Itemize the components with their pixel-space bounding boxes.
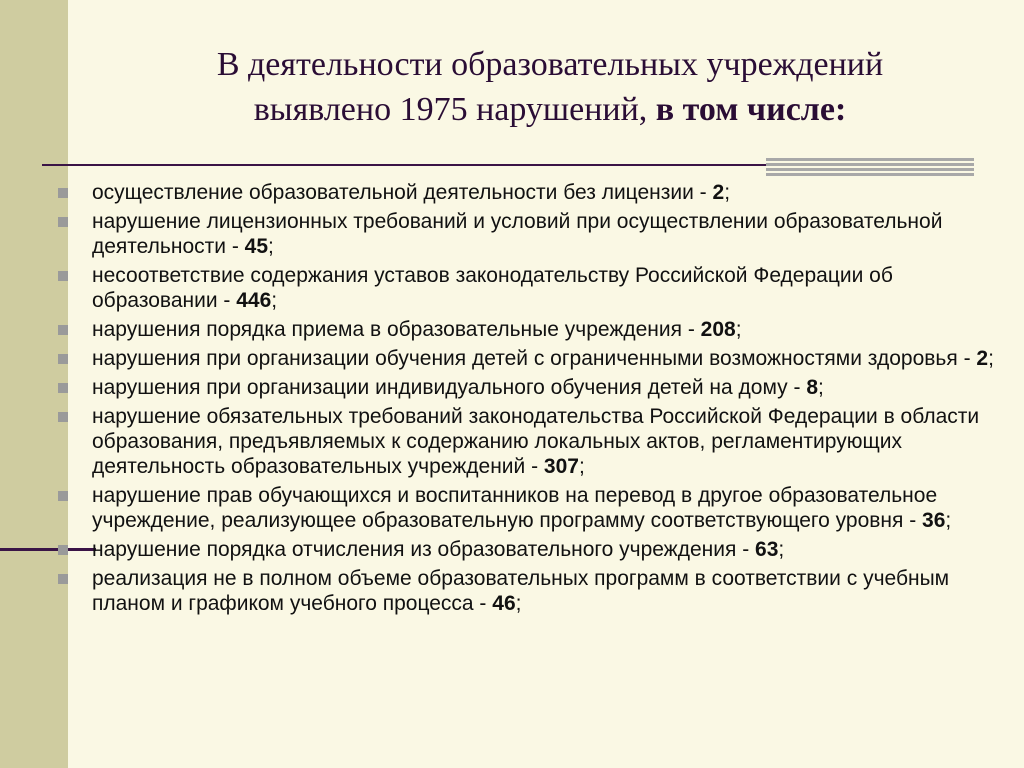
- square-bullet-icon: [58, 412, 68, 422]
- item-text: нарушение лицензионных требований и условий при осуществлении образовательной деятельности -: [92, 210, 943, 258]
- item-text: осуществление образовательной деятельности без лицензии -: [92, 181, 713, 204]
- item-text: нарушения при организации индивидуального обучения детей на дому -: [92, 376, 807, 399]
- title-line-1: В деятельности образовательных учреждений: [216, 46, 884, 83]
- square-bullet-icon: [58, 271, 68, 281]
- item-suffix: ;: [271, 289, 278, 312]
- item-text: нарушение порядка отчисления из образовательного учреждения -: [92, 538, 756, 561]
- square-bullet-icon: [58, 383, 68, 393]
- item-text: нарушение обязательных требований законодательства Российской Федерации в области образования, предъявляемых к содержанию локальных актов, регламентирующих деятельность образовательных учреждений -: [92, 405, 980, 478]
- square-bullet-icon: [58, 574, 68, 584]
- item-text: нарушения порядка приема в образовательные учреждения -: [92, 318, 701, 341]
- item-count: 2: [976, 347, 989, 370]
- item-suffix: ;: [735, 318, 742, 341]
- square-bullet-icon: [58, 217, 68, 227]
- item-count: 2: [712, 181, 725, 204]
- item-suffix: ;: [515, 592, 522, 615]
- item-count: 36: [922, 509, 946, 532]
- list-item: [58, 317, 1008, 342]
- item-suffix: ;: [988, 347, 994, 370]
- list-item: [58, 263, 1008, 313]
- list-item: [58, 404, 1008, 479]
- square-bullet-icon: [58, 325, 68, 335]
- item-count: 446: [236, 289, 272, 312]
- title-line-2-normal: выявлено 1975 нарушений,: [253, 91, 656, 128]
- list-item: [58, 209, 1008, 259]
- violations-list: [58, 180, 1008, 620]
- list-item: [58, 566, 1008, 616]
- item-text: нарушения при организации обучения детей с ограниченными возможностями здоровья -: [92, 347, 977, 370]
- item-suffix: ;: [578, 455, 585, 478]
- item-count: 8: [806, 376, 818, 399]
- square-bullet-icon: [58, 354, 68, 364]
- square-bullet-icon: [58, 188, 68, 198]
- list-item: [58, 483, 1008, 533]
- square-bullet-icon: [58, 545, 68, 555]
- slide-title: [130, 42, 970, 132]
- item-text: реализация не в полном объеме образовательных программ в соответствии с учебным планом и графиком учебного процесса -: [92, 567, 950, 615]
- list-item: [58, 180, 1008, 205]
- list-item: [58, 346, 1008, 371]
- item-count: 45: [244, 235, 269, 258]
- item-text: нарушение прав обучающихся и воспитанников на перевод в другое образовательное учреждение, реализующее образовательную программу соответствующего уровня -: [92, 484, 938, 532]
- item-suffix: ;: [724, 181, 731, 204]
- item-suffix: ;: [268, 235, 274, 258]
- item-count: 63: [755, 538, 779, 561]
- item-suffix: ;: [945, 509, 952, 532]
- item-suffix: ;: [818, 376, 824, 399]
- title-line-2-bold: в том числе:: [655, 91, 847, 128]
- square-bullet-icon: [58, 491, 68, 501]
- title-divider-accent: [766, 158, 974, 176]
- item-count: 307: [543, 455, 579, 478]
- item-count: 208: [700, 318, 736, 341]
- list-item: [58, 375, 1008, 400]
- list-item: [58, 537, 1008, 562]
- title-line-2: [130, 87, 970, 132]
- item-text: несоответствие содержания уставов законодательству Российской Федерации об образовании -: [92, 264, 893, 312]
- item-suffix: ;: [778, 538, 785, 561]
- item-count: 46: [492, 592, 516, 615]
